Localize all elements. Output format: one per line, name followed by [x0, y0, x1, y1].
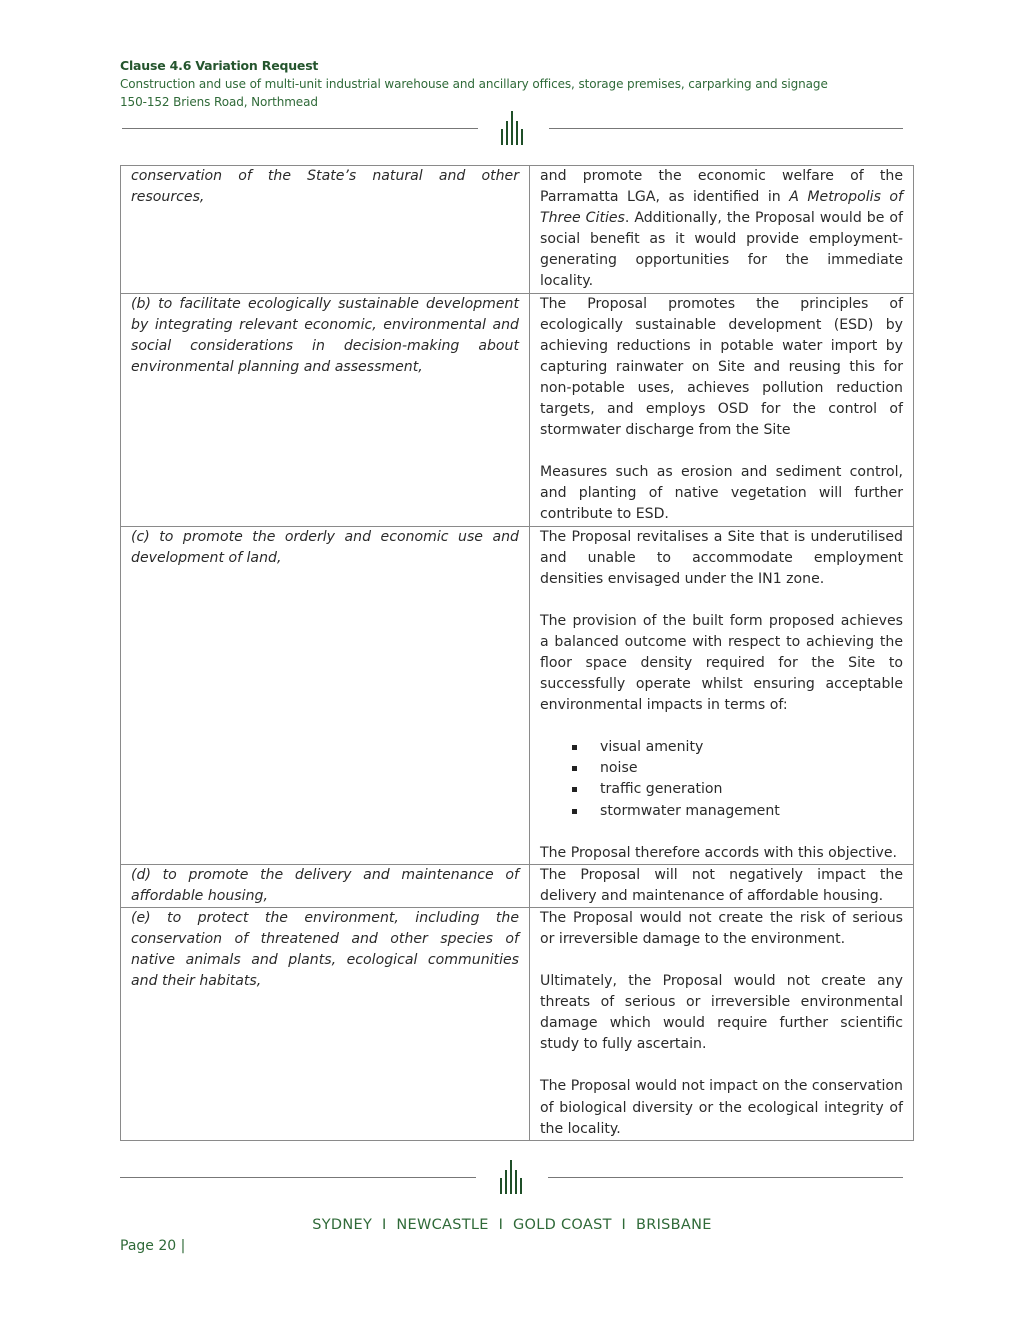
response-paragraph: The provision of the built form proposed achieves a balanced outcome with respect to achieving the floor space density required for the Site to successfully operate whilst ensuring acceptable environmental impacts in terms of:: [540, 612, 903, 714]
document-subtitle: Construction and use of multi-unit industrial warehouse and ancillary offices, storage premises, carparking and signage: [120, 77, 828, 91]
office-locations: SYDNEY I NEWCASTLE I GOLD COAST I BRISBANE: [312, 1217, 712, 1233]
objective-cell: (c) to promote the orderly and economic use and development of land,: [121, 526, 530, 864]
response-cell: [530, 526, 914, 864]
brand-mark-icon: [500, 111, 526, 145]
response-paragraph: The Proposal would not create the risk of serious or irreversible damage to the environment.: [540, 909, 903, 947]
table-row: [121, 166, 914, 294]
response-text: and promote the economic welfare of the Parramatta LGA, as identified in: [540, 168, 903, 206]
list-item: stormwater management: [600, 801, 903, 822]
site-address: 150-152 Briens Road, Northmead: [120, 95, 318, 109]
objective-cell: (e) to protect the environment, including the conservation of threatened and other species of native animals and plants, ecological communities and their habitats,: [121, 907, 530, 1140]
table-row: [121, 864, 914, 907]
response-paragraph: The Proposal will not negatively impact the delivery and maintenance of affordable housing.: [540, 866, 903, 904]
response-paragraph: The Proposal therefore accords with this objective.: [540, 844, 897, 861]
list-item: traffic generation: [600, 779, 903, 800]
objective-cell: (b) to facilitate ecologically sustainable development by integrating relevant economic, environmental and social considerations in decision-making about environmental planning and assessment,: [121, 293, 530, 526]
response-paragraph: Ultimately, the Proposal would not create any threats of serious or irreversible environmental damage which would require further scientific study to fully ascertain.: [540, 973, 903, 1053]
list-item: visual amenity: [600, 737, 903, 758]
response-text: . Additionally, the Proposal would be of social benefit as it would provide employment-generating opportunities for the immediate locality.: [540, 210, 903, 290]
objective-cell: (d) to promote the delivery and maintenance of affordable housing,: [121, 864, 530, 907]
response-paragraph: The Proposal revitalises a Site that is underutilised and unable to accommodate employment densities envisaged under the IN1 zone.: [540, 528, 903, 587]
footer-divider-left: [120, 1177, 476, 1178]
response-cell: [530, 166, 914, 294]
page-number: Page 20 |: [120, 1238, 186, 1254]
response-paragraph: The Proposal would not impact on the conservation of biological diversity or the ecological integrity of the locality.: [540, 1078, 903, 1137]
publication-title: A Metropolis of Three Cities: [540, 189, 904, 227]
response-cell: [530, 907, 914, 1140]
brand-mark-icon: [499, 1160, 525, 1194]
response-cell: [530, 864, 914, 907]
footer-divider-right: [548, 1177, 903, 1178]
objective-cell: conservation of the State’s natural and other resources,: [121, 166, 530, 294]
header-divider-right: [549, 128, 903, 129]
list-item: noise: [600, 758, 903, 779]
objectives-table: [120, 165, 914, 1141]
table-row: [121, 293, 914, 526]
impact-list: [540, 737, 903, 821]
response-cell: [530, 293, 914, 526]
response-paragraph: Measures such as erosion and sediment control, and planting of native vegetation will further contribute to ESD.: [540, 464, 903, 523]
document-title: Clause 4.6 Variation Request: [120, 58, 319, 73]
header-divider-left: [122, 128, 478, 129]
table-row: [121, 526, 914, 864]
table-row: [121, 907, 914, 1140]
document-header: [120, 57, 920, 111]
response-paragraph: The Proposal promotes the principles of ecologically sustainable development (ESD) by achieving reductions in potable water import by capturing rainwater on Site and reusing this for non-potable uses, achieves pollution reduction targets, and employs OSD for the control of stormwater discharge from the Site: [540, 295, 903, 439]
